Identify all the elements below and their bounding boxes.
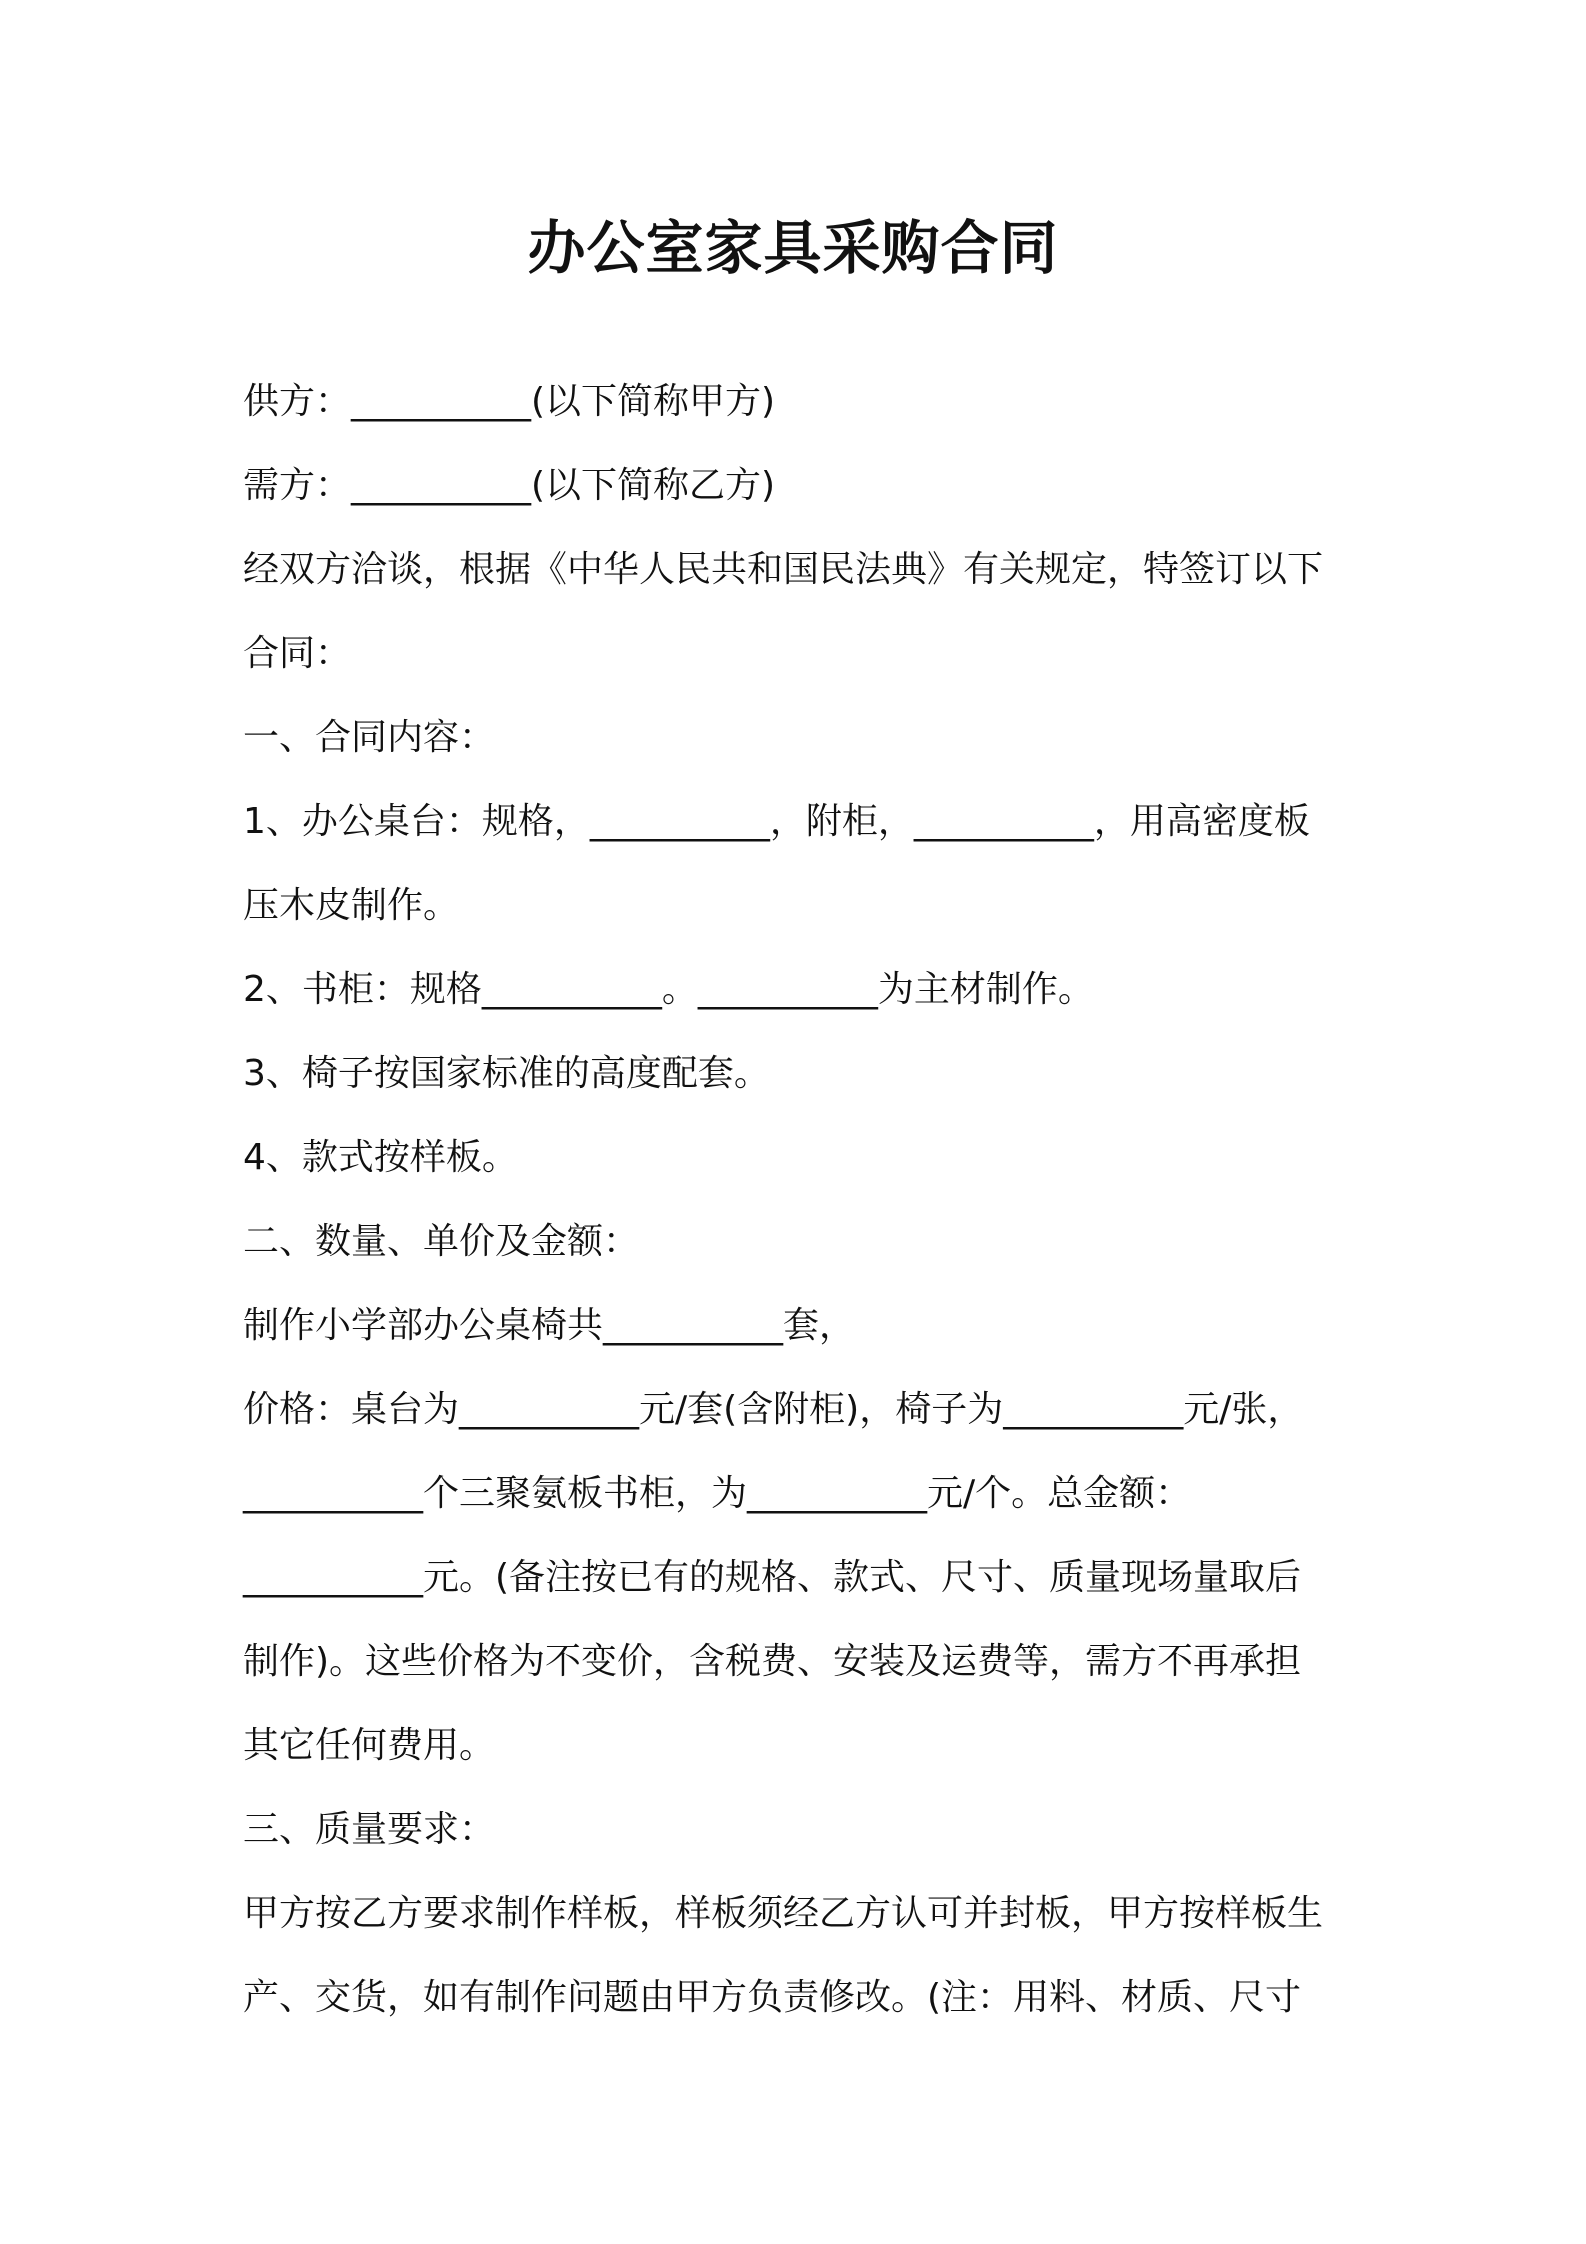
text-line-quality: 甲方按乙方要求制作样板，样板须经乙方认可并封板，甲方按样板生: [243, 1893, 1324, 1934]
section-heading-quality: 三、质量要求：: [243, 1809, 496, 1850]
section-heading-contents: 一、合同内容：: [243, 717, 496, 758]
text-line-preamble: 经双方洽谈，根据《中华人民共和国民法典》有关规定，特签订以下: [243, 549, 1324, 590]
text-line-buyer: 需方：__________(以下简称乙方): [243, 465, 776, 506]
text-line-price: 价格：桌台为__________元/套(含附柜)，椅子为__________元/张，: [243, 1389, 1304, 1430]
text-line-fixed-price: 制作)。这些价格为不变价，含税费、安装及运费等，需方不再承担: [243, 1641, 1302, 1682]
text-line-item-1: 1、办公桌台：规格，__________，附柜，__________，用高密度板: [243, 801, 1310, 842]
text-line-item-3: 3、椅子按国家标准的高度配套。: [243, 1053, 770, 1094]
text-line-fixed-price-end: 其它任何费用。: [243, 1725, 496, 1766]
text-line-item-2: 2、书柜：规格__________。__________为主材制作。: [243, 969, 1094, 1010]
text-line-item-4: 4、款式按样板。: [243, 1137, 518, 1178]
section-heading-quantity: 二、数量、单价及金额：: [243, 1221, 640, 1262]
text-line-total: __________元。(备注按已有的规格、款式、尺寸、质量现场量取后: [243, 1557, 1302, 1598]
text-line-item-1-end: 压木皮制作。: [243, 885, 460, 926]
text-line-supplier: 供方：__________(以下简称甲方): [243, 381, 776, 422]
text-line-quality-cont: 产、交货，如有制作问题由甲方负责修改。(注：用料、材质、尺寸: [243, 1977, 1302, 2018]
text-line-price-bookcase: __________个三聚氨板书柜，为__________元/个。总金额：: [243, 1473, 1192, 1514]
document-title: 办公室家具采购合同: [527, 214, 1059, 282]
text-line-quantity: 制作小学部办公桌椅共__________套，: [243, 1305, 856, 1346]
text-line-preamble-end: 合同：: [243, 633, 352, 674]
contract-body: [243, 360, 1353, 2040]
